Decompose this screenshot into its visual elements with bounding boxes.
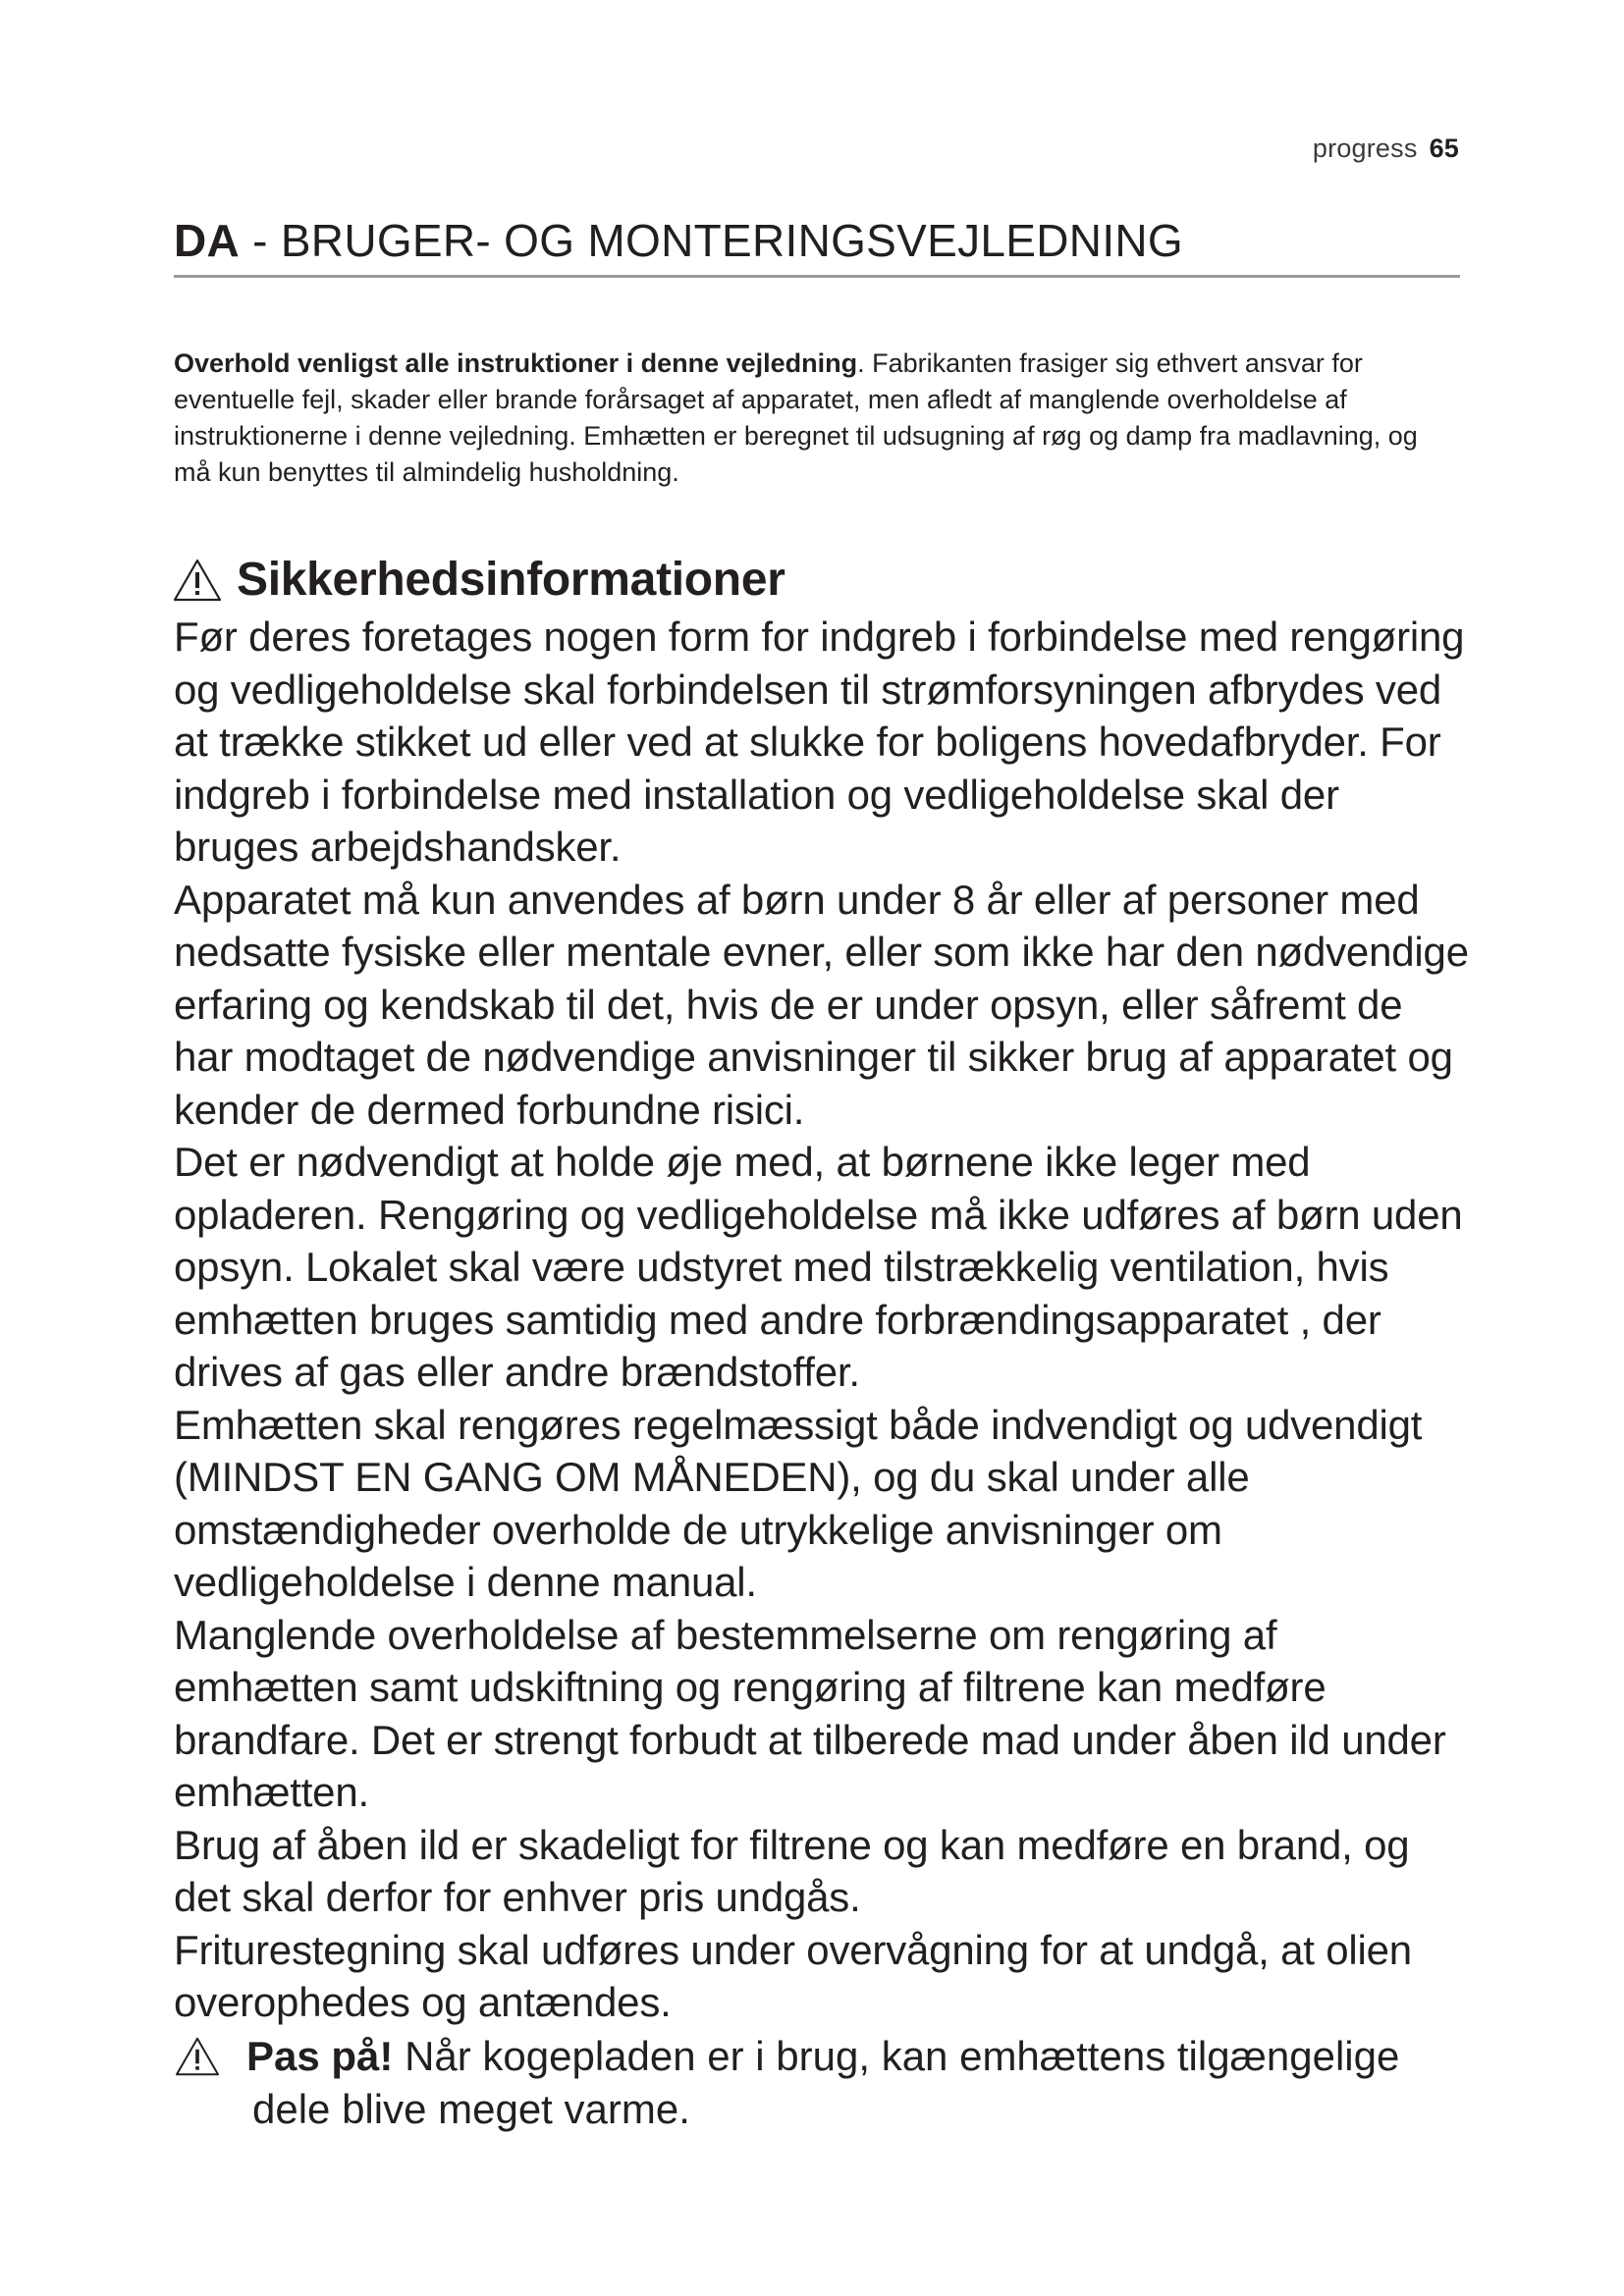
caution-note bbox=[174, 2030, 1470, 2135]
safety-paragraph: Før deres foretages nogen form for indgreb i forbindelse med rengøring og vedligeholdelse skal forbindelsen til strømforsyningen afbrydes ved at trække stikket ud eller ved at slukke for boligens hovedafbryder. For indgreb i forbindelse med installation og vedligeholdelse skal der bruges arbejdshandsker. bbox=[174, 614, 1465, 870]
warning-triangle-icon bbox=[172, 558, 223, 603]
title-text: - BRUGER- OG MONTERINGSVEJLEDNING bbox=[240, 215, 1183, 266]
intro-paragraph bbox=[174, 346, 1460, 491]
document-title bbox=[174, 214, 1460, 278]
caution-label: Pas på! bbox=[246, 2033, 394, 2079]
safety-paragraph: Brug af åben ild er skadeligt for filtrene og kan medføre en brand, og det skal derfor for enhver pris undgås. bbox=[174, 1821, 1410, 1920]
section-title: Sikkerhedsinformationer bbox=[237, 554, 785, 606]
language-code: DA bbox=[174, 215, 241, 266]
title-heading bbox=[174, 214, 1460, 267]
page-header bbox=[1313, 133, 1459, 164]
intro-bold: Overhold venligst alle instruktioner i denne vejledning bbox=[174, 348, 858, 378]
safety-paragraph: Friturestegning skal udføres under overvågning for at undgå, at olien overophedes og antændes. bbox=[174, 1926, 1412, 2025]
page-number: 65 bbox=[1429, 133, 1459, 163]
intro-rest: . Fabrikanten frasiger sig ethvert ansvar for eventuelle fejl, skader eller brande forårsaget af apparatet, men afledt af manglende overholdelse af instruktionerne i denne vejledning. Emhætten er beregnet til udsugning af røg og damp fra madlavning, og må kun benyttes til almindelig husholdning. bbox=[174, 348, 1418, 487]
safety-paragraph: Det er nødvendigt at holde øje med, at børnene ikke leger med opladeren. Rengøring og vedligeholdelse må ikke udføres af børn uden opsyn. Lokalet skal være udstyret med tilstrækkelig ventilation, hvis emhætten bruges samtidig med andre forbrændingsapparatet , der drives af gas eller andre brændstoffer. bbox=[174, 1139, 1463, 1395]
caution-text bbox=[246, 2030, 1399, 2135]
caution-line-2: dele blive meget varme. bbox=[252, 2085, 690, 2132]
section-heading bbox=[172, 550, 785, 611]
caution-line-1: Når kogepladen er i brug, kan emhættens tilgængelige bbox=[393, 2033, 1400, 2079]
safety-paragraph: Emhætten skal rengøres regelmæssigt både indvendigt og udvendigt (MINDST EN GANG OM MÅNEDEN), og du skal under alle omstændigheder overholde de utrykkelige anvisninger om vedligeholdelse i denne manual. bbox=[174, 1401, 1423, 1605]
safety-paragraph: Manglende overholdelse af bestemmelserne om rengøring af emhætten samt udskiftning og rengøring af filtrene kan medføre brandfare. Det er strengt forbudt at tilberede mad under åben ild under emhætten. bbox=[174, 1611, 1446, 1815]
safety-body bbox=[174, 611, 1470, 2029]
warning-triangle-icon bbox=[174, 2036, 221, 2077]
safety-paragraph: Apparatet må kun anvendes af børn under 8 år eller af personer med nedsatte fysiske eller mentale evner, eller som ikke har den nødvendige erfaring og kendskab til det, hvis de er under opsyn, eller såfremt de har modtaget de nødvendige anvisninger til sikker brug af apparatet og kender de dermed forbundne risici. bbox=[174, 876, 1469, 1133]
brand-name: progress bbox=[1312, 133, 1418, 163]
